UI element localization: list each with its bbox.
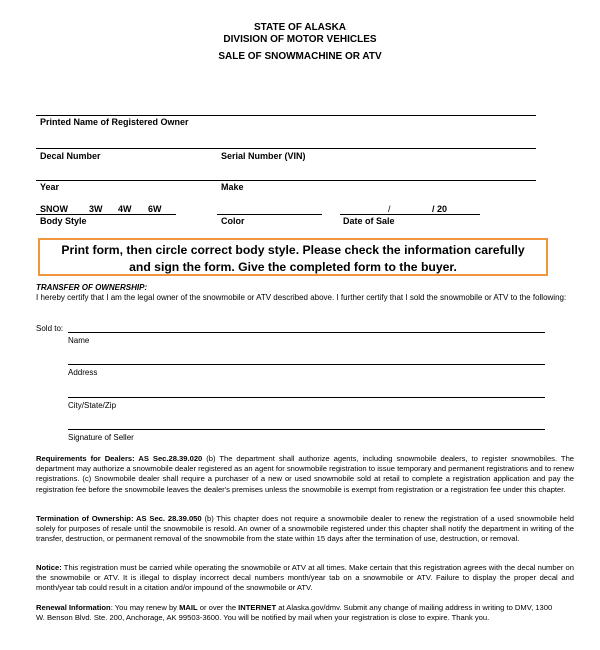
color-label: Color xyxy=(221,216,245,226)
form-title: SALE OF SNOWMACHINE OR ATV xyxy=(218,51,382,62)
body-style-snow[interactable]: SNOW xyxy=(40,204,68,214)
signature-line[interactable] xyxy=(68,429,545,430)
buyer-address-label: Address xyxy=(68,368,98,377)
address-line[interactable] xyxy=(68,364,545,365)
body-style-6w[interactable]: 6W xyxy=(148,204,162,214)
header-state: STATE OF ALASKA xyxy=(253,22,347,33)
buyer-city-label: City/State/Zip xyxy=(68,401,117,410)
notice-title: Notice: xyxy=(36,563,62,572)
termination-paragraph xyxy=(36,514,574,545)
date-of-sale-label: Date of Sale xyxy=(343,216,395,226)
make-label: Make xyxy=(221,182,244,192)
requirements-text: (b) The department shall authorize agents, including snowmobile dealers, to register snowmobiles. The department may authorize a snowmobile dealer registered as an agent for snowmobile registration to issue temporary and permanent registrations and to renew registrations. (c) Snowmobile dealer shall require a purchaser of a new or used snowmobile sold at retail to complete a registration application and pay the registration fee before the snowmobile leaves the dealer's premises unless the snowmobile is exempt from registration or a registration fee under this chapter. xyxy=(36,454,575,494)
notice-paragraph xyxy=(36,563,574,594)
instruction-line-2: and sign the form. Give the completed form to the buyer. xyxy=(129,260,457,274)
city-line[interactable] xyxy=(68,397,545,398)
serial-number-label: Serial Number (VIN) xyxy=(221,151,306,161)
decal-number-label: Decal Number xyxy=(40,151,101,161)
decal-serial-line[interactable] xyxy=(36,148,536,149)
owner-name-label: Printed Name of Registered Owner xyxy=(40,117,189,127)
transfer-text: I hereby certify that I am the legal owner of the snowmobile or ATV described above. I further certify that I sold the snowmobile or ATV to the following: xyxy=(36,293,567,302)
body-style-line xyxy=(36,214,176,215)
sold-to-label: Sold to: xyxy=(36,324,64,333)
sold-to-line[interactable] xyxy=(68,332,545,333)
renewal-mail: MAIL xyxy=(179,603,198,612)
owner-name-line[interactable] xyxy=(36,115,536,116)
renewal-text-3: at Alaska.gov/dmv. Submit any change of mailing address in writing to DMV, 1300 W. Benson Blvd. Ste. 200, Anchorage, AK 99503-3600. You will be notified by mail when your registration is close to expire. Thank you. xyxy=(36,603,553,623)
instruction-box xyxy=(38,238,548,276)
requirements-paragraph xyxy=(36,454,574,495)
year-label: Year xyxy=(40,182,60,192)
color-line[interactable] xyxy=(217,214,322,215)
instruction-line-1: Print form, then circle correct body style. Please check the information carefully xyxy=(61,243,525,257)
buyer-name-label: Name xyxy=(68,336,90,345)
renewal-internet: INTERNET xyxy=(238,603,277,612)
termination-title: Termination of Ownership: AS Sec. 28.39.050 xyxy=(36,514,202,523)
date-line[interactable] xyxy=(340,214,480,215)
notice-text: This registration must be carried while operating the snowmobile or ATV at all times. Make certain that this registration agrees with the decal number on the snowmobile or ATV. It is illegal to display incorrect decal numbers month/year tab on a snowmobile or ATV. Failure to display the proper decal and month/year tab could result in a citation and/or impound of the snowmobile or ATV. xyxy=(36,563,574,593)
termination-text: (b) This chapter does not require a snowmobile dealer to renew the registration of a used snowmobile held solely for purposes of resale until the snowmobile is resold. An owner of a snowmobile registered under this chapter shall notify the department in writing of the transfer, destruction, or permanent removal of the snowmobile from the state within 15 days after the termination of use, destruction, or removal. xyxy=(36,514,574,544)
year-make-line[interactable] xyxy=(36,180,536,181)
renewal-text-2: or over the xyxy=(197,603,239,612)
body-style-3w[interactable]: 3W xyxy=(89,204,103,214)
renewal-text-1: : You may renew by xyxy=(110,603,180,612)
requirements-title: Requirements for Dealers: AS Sec.28.39.020 xyxy=(36,454,203,463)
transfer-heading: TRANSFER OF OWNERSHIP: xyxy=(36,283,148,292)
body-style-label: Body Style xyxy=(40,216,87,226)
header-division: DIVISION OF MOTOR VEHICLES xyxy=(223,34,377,45)
date-slash-2: / 20 xyxy=(432,204,448,214)
renewal-title: Renewal Information xyxy=(36,603,111,612)
date-slash-1: / xyxy=(388,204,391,214)
body-style-4w[interactable]: 4W xyxy=(118,204,132,214)
seller-signature-label: Signature of Seller xyxy=(68,433,134,442)
renewal-paragraph xyxy=(36,603,556,623)
